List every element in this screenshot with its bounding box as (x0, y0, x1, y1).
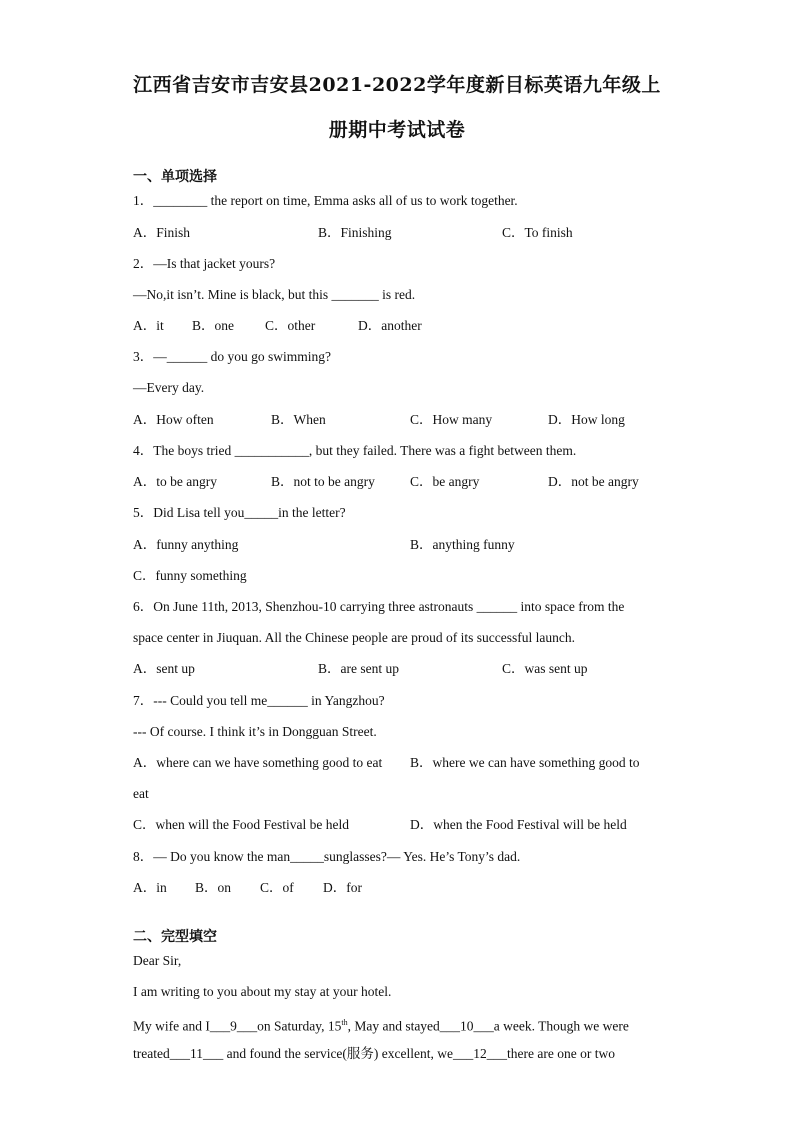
question-4-stem: 4．The boys tried ___________, but they failed. There was a fight between them. (133, 443, 577, 458)
question-3-stem-reply: —Every day. (133, 380, 205, 395)
question-8-stem: 8．— Do you know the man_____sunglasses?— Yes. He’s Tony’s dad. (133, 849, 521, 864)
question-8-option-b: B．on (195, 880, 232, 895)
question-5-stem: 5．Did Lisa tell you_____in the letter? (133, 505, 346, 520)
section-heading-multiple-choice: 一、单项选择 (133, 169, 217, 185)
question-7-option-d: D．when the Food Festival will be held (410, 817, 627, 832)
question-7-option-a: A．where can we have something good to eat (133, 755, 383, 770)
question-6-option-a: A．sent up (133, 661, 195, 676)
question-7-stem: 7．--- Could you tell me______ in Yangzhou? (133, 693, 385, 708)
question-4-option-c: C．be angry (410, 474, 480, 489)
question-6-option-b: B．are sent up (318, 661, 399, 676)
question-7-option-b-continued: eat (133, 786, 149, 801)
exam-title-line1: 江西省吉安市吉安县2021-2022学年度新目标英语九年级上 (133, 74, 661, 96)
question-3-option-c: C．How many (410, 412, 493, 427)
exam-title-line2: 册期中考试试卷 (328, 119, 466, 141)
question-4-option-b: B．not to be angry (271, 474, 375, 489)
question-8-option-c: C．of (260, 880, 294, 895)
ordinal-suffix: th (341, 1018, 348, 1027)
question-8-option-d: D．for (323, 880, 362, 895)
question-8-option-a: A．in (133, 880, 167, 895)
question-3-option-a: A．How often (133, 412, 214, 427)
question-1-stem: 1．________ the report on time, Emma asks all of us to work together. (133, 193, 518, 208)
question-2-stem-reply: —No,it isn’t. Mine is black, but this _______ is red. (133, 287, 416, 302)
question-6-option-c: C．was sent up (502, 661, 588, 676)
question-4-option-d: D．not be angry (548, 474, 639, 489)
question-1-option-a: A．Finish (133, 225, 191, 240)
question-7-stem-reply: --- Of course. I think it’s in Dongguan Street. (133, 724, 377, 739)
question-5-option-b: B．anything funny (410, 537, 515, 552)
letter-paragraph-line-2 (133, 1014, 629, 1036)
letter-line-2-start: My wife and I___9___on Saturday, 15 (133, 1018, 342, 1034)
question-1-option-c: C．To finish (502, 225, 573, 240)
question-5-option-a: A．funny anything (133, 537, 239, 552)
question-4-option-a: A．to be angry (133, 474, 217, 489)
question-6-stem: 6．On June 11th, 2013, Shenzhou-10 carrying three astronauts ______ into space from the (133, 599, 625, 614)
question-1-option-b: B．Finishing (318, 225, 392, 240)
letter-paragraph-line-3: treated___11___ and found the service(服务) excellent, we___12___there are one or two (133, 1046, 615, 1061)
question-2-option-b: B．one (192, 318, 234, 333)
question-2-option-c: C．other (265, 318, 316, 333)
letter-line-2-end: , May and stayed___10___a week. Though we were (347, 1018, 629, 1034)
question-6-stem-continued: space center in Jiuquan. All the Chinese people are proud of its successful launch. (133, 630, 575, 645)
question-2-stem: 2．—Is that jacket yours? (133, 256, 276, 271)
question-2-option-d: D．another (358, 318, 422, 333)
question-3-option-b: B．When (271, 412, 326, 427)
question-3-option-d: D．How long (548, 412, 625, 427)
question-5-option-c: C．funny something (133, 568, 247, 583)
question-7-option-c: C．when will the Food Festival be held (133, 817, 349, 832)
letter-salutation: Dear Sir, (133, 953, 182, 968)
section-heading-cloze: 二、完型填空 (133, 929, 217, 945)
question-7-option-b: B．where we can have something good to (410, 755, 640, 770)
question-3-stem: 3．—______ do you go swimming? (133, 349, 331, 364)
question-2-option-a: A．it (133, 318, 164, 333)
letter-paragraph-line-1: I am writing to you about my stay at your hotel. (133, 984, 392, 999)
